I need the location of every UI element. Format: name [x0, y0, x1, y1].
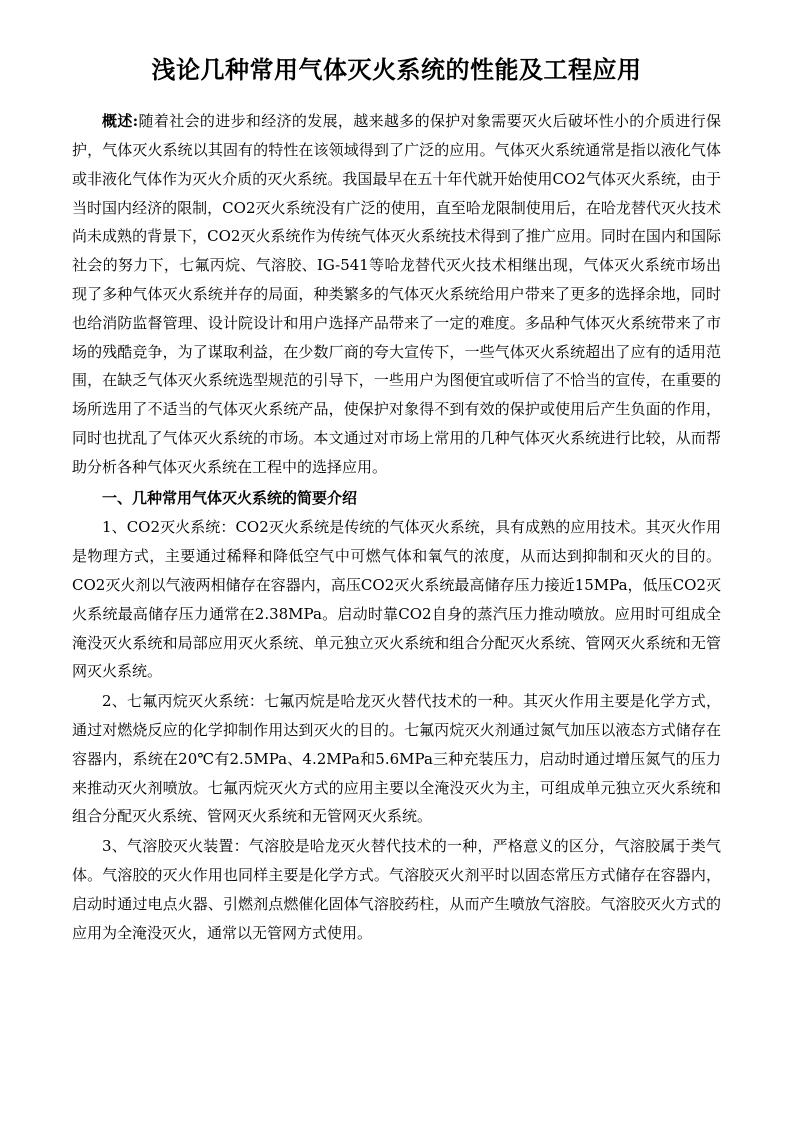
abstract-paragraph [72, 107, 721, 481]
list-item-aerosol: 3、气溶胶灭火装置：气溶胶是哈龙灭火替代技术的一种，严格意义的区分，气溶胶属于类气体。气溶胶的灭火作用也同样主要是化学方式。气溶胶灭火剂平时以固态常压方式储存在容器内，启动时通过电点火器、引燃剂点燃催化固体气溶胶药柱，从而产生喷放气溶胶。气溶胶灭火方式的应用为全淹没灭火，通常以无管网方式使用。 [72, 837, 721, 942]
page-title: 浅论几种常用气体灭火系统的性能及工程应用 [151, 55, 642, 84]
section-heading-1: 一、几种常用气体灭火系统的简要介绍 [102, 488, 358, 507]
abstract-body: 随着社会的进步和经济的发展，越来越多的保护对象需要灭火后破坏性小的介质进行保护，气体灭火系统以其固有的特性在该领域得到了广泛的应用。气体灭火系统通常是指以液化气体或非液化气体作为灭火介质的灭火系统。我国最早在五十年代就开始使用CO2气体灭火系统，由于当时国内经济的限制，CO2灭火系统没有广泛的使用，直至哈龙限制使用后，在哈龙替代灭火技术尚未成熟的背景下，CO2灭火系统作为传统气体灭火系统技术得到了推广应用。同时在国内和国际社会的努力下，七氟丙烷、气溶胶、IG-541等哈龙替代灭火技术相继出现，气体灭火系统市场出现了多种气体灭火系统并存的局面，种类繁多的气体灭火系统给用户带来了更多的选择余地，同时也给消防监督管理、设计院设计和用户选择产品带来了一定的难度。多品种气体灭火系统带来了市场的残酷竞争，为了谋取利益，在少数厂商的夸大宣传下，一些气体灭火系统超出了应有的适用范围，在缺乏气体灭火系统选型规范的引导下，一些用户为图便宜或听信了不恰当的宣传，在重要的场所选用了不适当的气体灭火系统产品，使保护对象得不到有效的保护或使用后产生负面的作用，同时也扰乱了气体灭火系统的市场。本文通过对市场上常用的几种气体灭火系统进行比较，从而帮助分析各种气体灭火系统在工程中的选择应用。 [72, 112, 721, 476]
abstract-label: 概述: [102, 112, 139, 131]
list-item-co2: 1、CO2灭火系统：CO2灭火系统是传统的气体灭火系统，具有成熟的应用技术。其灭火作用是物理方式，主要通过稀释和降低空气中可燃气体和氧气的浓度，从而达到抑制和灭火的目的。CO2灭火剂以气液两相储存在容器内，高压CO2灭火系统最高储存压力接近15MPa，低压CO2灭火系统最高储存压力通常在2.38MPa。启动时靠CO2自身的蒸汽压力推动喷放。应用时可组成全淹没灭火系统和局部应用灭火系统、单元独立灭火系统和组合分配灭火系统、管网灭火系统和无管网灭火系统。 [72, 518, 721, 681]
list-item-heptafluoropropane: 2、七氟丙烷灭火系统：七氟丙烷是哈龙灭火替代技术的一种。其灭火作用主要是化学方式，通过对燃烧反应的化学抑制作用达到灭火的目的。七氟丙烷灭火剂通过氮气加压以液态方式储存在容器内，系统在20℃有2.5MPa、4.2MPa和5.6MPa三种充装压力，启动时通过增压氮气的压力来推动灭火剂喷放。七氟丙烷灭火方式的应用主要以全淹没灭火为主，可组成单元独立灭火系统和组合分配灭火系统、管网灭火系统和无管网灭火系统。 [72, 692, 721, 826]
